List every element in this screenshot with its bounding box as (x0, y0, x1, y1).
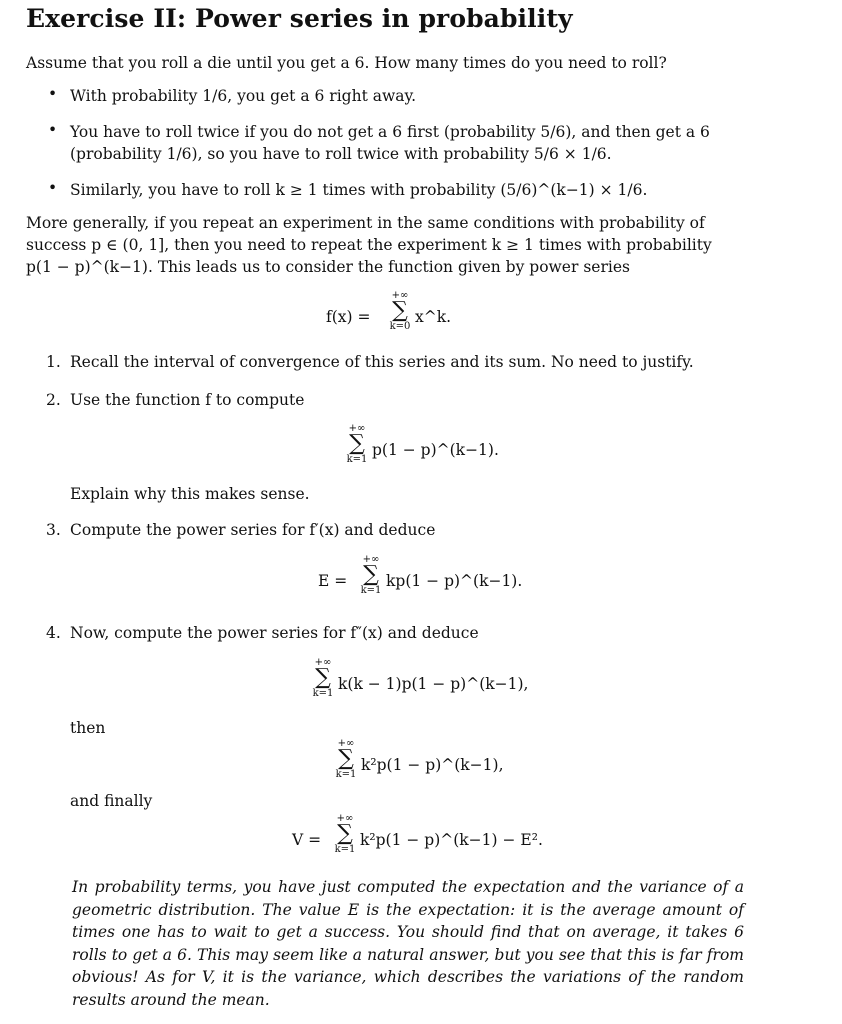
sum-symbol (308, 657, 338, 699)
sum-symbol (356, 554, 386, 596)
eq-f-body: x^k. (415, 308, 452, 326)
bullet-icon: • (48, 179, 58, 197)
item-number-1: 1. (46, 353, 61, 371)
sum-upper: +∞ (337, 738, 355, 749)
eq-4-body: k(k − 1)p(1 − p)^(k−1), (338, 675, 529, 693)
then-text: then (70, 719, 106, 737)
eq-3-body: kp(1 − p)^(k−1). (386, 572, 523, 590)
sum-lower: k=1 (335, 769, 357, 780)
eq-6-body: k²p(1 − p)^(k−1) − E². (360, 831, 543, 849)
sigma-icon: ∑ (338, 746, 354, 771)
item-4-text: Now, compute the power series for f″(x) and deduce (70, 624, 479, 642)
sigma-icon: ∑ (392, 298, 408, 323)
closing-paragraph: In probability terms, you have just computed the expectation and the variance of a geometric distribution. The value E is the expectation: it is the average amount of times one has to wait to get a success. You should find that on average, it takes 6 rolls to get a 6. This may seem like a natural answer, but you see that this is far from obvious! As for V, it is the variance, which describes the variations of the random results around the mean. (72, 878, 744, 1009)
bullet-icon: • (48, 85, 58, 103)
general-line-1: More generally, if you repeat an experiment in the same conditions with probability of (26, 214, 705, 232)
general-line-2: success p ∈ (0, 1], then you need to repeat the experiment k ≥ 1 times with probability (26, 236, 712, 254)
item-number-3: 3. (46, 521, 61, 539)
bullet-3: Similarly, you have to roll k ≥ 1 times with probability (5/6)^(k−1) × 1/6. (70, 181, 648, 199)
sum-lower: k=1 (312, 688, 334, 699)
item-number-4: 4. (46, 624, 61, 642)
explain-text: Explain why this makes sense. (70, 485, 310, 503)
sigma-icon: ∑ (363, 562, 379, 587)
sum-upper: +∞ (391, 290, 409, 301)
item-3-text: Compute the power series for f′(x) and deduce (70, 521, 436, 539)
sum-symbol (385, 290, 415, 332)
sum-upper: +∞ (314, 657, 332, 668)
sigma-icon: ∑ (315, 665, 331, 690)
sum-symbol (330, 813, 360, 855)
eq-5-body: k²p(1 − p)^(k−1), (361, 756, 504, 774)
eq-f-lhs: f(x) = (326, 308, 371, 326)
general-line-3: p(1 − p)^(k−1). This leads us to consider the function given by power series (26, 258, 630, 276)
sum-lower: k=1 (360, 585, 382, 596)
eq-6-lhs: V = (292, 831, 322, 849)
bullet-2-line-1: You have to roll twice if you do not get a 6 first (probability 5/6), and then get a 6 (70, 123, 710, 141)
item-2-text: Use the function f to compute (70, 391, 305, 409)
eq-2-body: p(1 − p)^(k−1). (372, 441, 499, 459)
exercise-title: Exercise II: Power series in probability (26, 4, 573, 33)
bullet-2-line-2: (probability 1/6), so you have to roll twice with probability 5/6 × 1/6. (70, 145, 612, 163)
intro-paragraph: Assume that you roll a die until you get a 6. How many times do you need to roll? (26, 54, 667, 72)
sum-upper: +∞ (348, 423, 366, 434)
item-number-2: 2. (46, 391, 61, 409)
bullet-icon: • (48, 121, 58, 139)
sum-lower: k=0 (389, 321, 411, 332)
bullet-1: With probability 1/6, you get a 6 right away. (70, 87, 417, 105)
sum-upper: +∞ (362, 554, 380, 565)
sum-symbol (331, 738, 361, 780)
sigma-icon: ∑ (349, 431, 365, 456)
sum-upper: +∞ (336, 813, 354, 824)
sigma-icon: ∑ (337, 821, 353, 846)
sum-lower: k=1 (334, 844, 356, 855)
item-1-text: Recall the interval of convergence of this series and its sum. No need to justify. (70, 353, 694, 371)
sum-lower: k=1 (346, 454, 368, 465)
eq-3-lhs: E = (318, 572, 348, 590)
sum-symbol (342, 423, 372, 465)
finally-text: and finally (70, 792, 153, 810)
